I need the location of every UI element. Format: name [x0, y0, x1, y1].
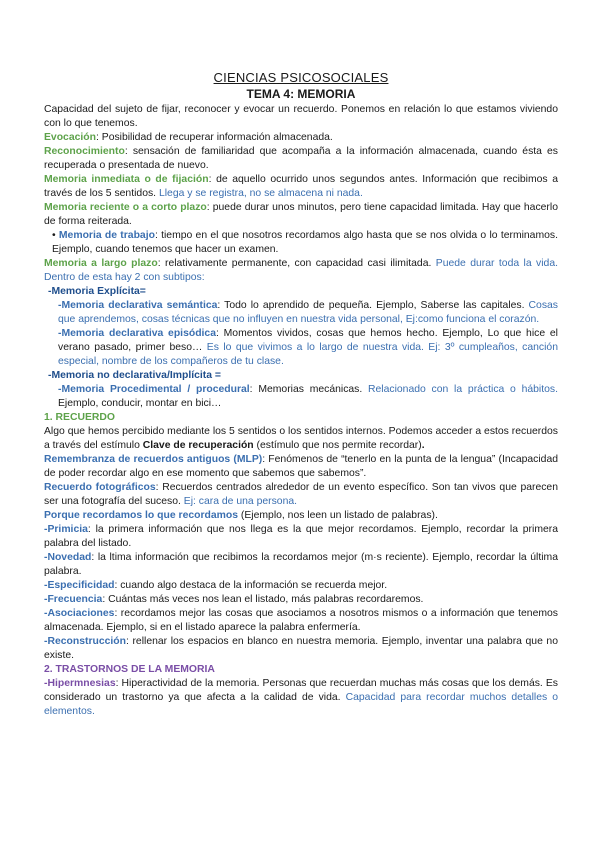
reconocimiento-text: : sensación de familiaridad que acompaña a la información almacenada, cuando ésta es recuperada o presentada de nuevo. — [44, 146, 558, 171]
recuerdo-paragraph: Algo que hemos percibido mediante los 5 sentidos o los sentidos internos. Podemos acceder a estos recuerdos a través del estímulo Clave de recuperación (estímulo que nos permite recordar). — [44, 426, 558, 451]
corto-term: Memoria reciente o a corto plazo — [44, 202, 207, 213]
primicia-paragraph: -Primicia: la primera información que nos llega es la que mejor recordamos. Ejemplo, recordar la primera palabra del listado. — [44, 524, 558, 549]
primicia-term: -Primicia — [44, 524, 88, 535]
section-1-heading: 1. RECUERDO — [44, 412, 116, 423]
episodica-text: : Momentos vividos, cosas que hemos hecho. Ejemplo, Lo que hice el verano pasado, primer beso… — [58, 328, 558, 353]
asociaciones-term: -Asociaciones — [44, 608, 115, 619]
inmediata-text: : de aquello ocurrido unos segundos antes. Información que recibimos a través de los 5 sentidos. — [44, 174, 558, 199]
semantica-paragraph — [44, 299, 558, 327]
procedimental-note: Relacionado con la práctica o hábitos. — [362, 384, 558, 395]
procedimental-paragraph — [44, 383, 558, 411]
especificidad-paragraph: -Especificidad: cuando algo destaca de la información se recuerda mejor. — [44, 580, 388, 591]
asociaciones-paragraph: -Asociaciones: recordamos mejor las cosas que asociamos a nosotros mismos o a información que tenemos almacenada. Ejemplo, si en el listado aparece la palabra enfermería. — [44, 608, 558, 633]
fotografico-paragraph: Recuerdo fotográficos: Recuerdos centrados alrededor de un evento específico. Son tan vivos que parecen ser una fotografía del suceso. Ej: cara de una persona. — [44, 482, 558, 507]
episodica-paragraph — [44, 327, 558, 369]
evocacion-text: : Posibilidad de recuperar información almacenada. — [95, 132, 333, 143]
document-page — [44, 70, 558, 719]
frecuencia-paragraph: -Frecuencia: Cuántas más veces nos lean el listado, más palabras recordaremos. — [44, 594, 424, 605]
inmediata-term: Memoria inmediata o de fijación — [44, 174, 209, 185]
explicita-heading: -Memoria Explícita= — [48, 286, 146, 297]
especificidad-term: -Especificidad — [44, 580, 115, 591]
procedimental-term: -Memoria Procedimental / procedural — [58, 384, 250, 395]
novedad-term: -Novedad — [44, 552, 92, 563]
largo-term: Memoria a largo plazo — [44, 258, 158, 269]
inmediata-note: Llega y se registra, no se almacena ni nada. — [156, 188, 363, 199]
reconstruccion-term: -Reconstrucción — [44, 636, 126, 647]
evocacion-paragraph — [44, 131, 558, 145]
reconstruccion-paragraph: -Reconstrucción: rellenar los espacios en blanco en nuestra memoria. Ejemplo, inventar una palabra que no existe. — [44, 636, 558, 661]
bullet-icon: • — [52, 230, 56, 241]
largo-note: Puede durar toda la vida. Dentro de esta hay 2 con subtipos: — [44, 258, 558, 283]
largo-text: : relativamente permanente, con capacidad casi ilimitada. — [157, 258, 432, 269]
remembranza-term: Remembranza de recuerdos antiguos (MLP) — [44, 454, 263, 465]
document-title: CIENCIAS PSICOSOCIALES — [213, 70, 389, 85]
section-2-heading: 2. TRASTORNOS DE LA MEMORIA — [44, 664, 215, 675]
trabajo-text: : tiempo en el que nosotros recordamos algo hasta que se nos olvida o lo terminamos. Ejemplo, cuando tenemos que hacer un examen. — [52, 230, 558, 255]
inmediata-paragraph — [44, 173, 558, 201]
trabajo-term: Memoria de trabajo — [58, 230, 155, 241]
clave-recuperacion: Clave de recuperación — [142, 440, 254, 451]
corto-paragraph — [44, 201, 558, 229]
frecuencia-term: -Frecuencia — [44, 594, 103, 605]
evocacion-term: Evocación — [44, 132, 96, 143]
remembranza-paragraph: Remembranza de recuerdos antiguos (MLP): Fenómenos de “tenerlo en la punta de la lengua” (Incapacidad de poder recordar algo en ese momento que sabemos que sabemos”. — [44, 454, 558, 479]
episodica-term: -Memoria declarativa episódica — [58, 328, 216, 339]
implicita-heading: -Memoria no declarativa/Implícita = — [48, 370, 221, 381]
novedad-paragraph: -Novedad: la ltima información que recibimos la recordamos mejor (m·s reciente). Ejemplo, recordar la última palabra. — [44, 552, 558, 577]
reconocimiento-term: Reconocimiento — [44, 146, 125, 157]
semantica-term: -Memoria declarativa semántica — [58, 300, 218, 311]
document-subtitle: TEMA 4: MEMORIA — [246, 87, 356, 101]
intro-paragraph: Capacidad del sujeto de fijar, reconocer y evocar un recuerdo. Ponemos en relación lo que estamos viviendo con lo que tenemos. — [44, 104, 558, 129]
corto-text: : puede durar unos minutos, pero tiene capacidad limitada. Hay que hacerlo de forma reiterada. — [44, 202, 558, 227]
porque-paragraph: Porque recordamos lo que recordamos (Ejemplo, nos leen un listado de palabras). — [44, 510, 438, 521]
procedimental-text2: Ejemplo, conducir, montar en bici… — [58, 398, 222, 409]
procedimental-text: : Memorias mecánicas. — [249, 384, 363, 395]
semantica-text: : Todo lo aprendido de pequeña. Ejemplo, Saberse las capitales. — [217, 300, 525, 311]
reconocimiento-paragraph — [44, 145, 558, 173]
hipermnesias-paragraph: -Hipermnesias: Hiperactividad de la memoria. Personas que recuerdan muchas más cosas que los demás. Es considerado un trastorno ya que afecta a la calidad de vida. Capacidad para recordar muchos detalles o elementos. — [44, 678, 558, 717]
hipermnesias-term: -Hipermnesias — [44, 678, 116, 689]
largo-paragraph — [44, 257, 558, 285]
porque-term: Porque recordamos lo que recordamos — [44, 510, 239, 521]
trabajo-paragraph — [44, 229, 558, 257]
fotografico-term: Recuerdo fotográficos — [44, 482, 156, 493]
episodica-note: Es lo que vivimos a lo largo de nuestra vida. Ej: 3º cumpleaños, canción especial, nombre de los compañeros de tu clase. — [58, 342, 558, 367]
semantica-note: Cosas que aprendemos, cosas técnicas que no influyen en nuestra vida personal, Ej:como funciona el corazón. — [58, 300, 558, 325]
